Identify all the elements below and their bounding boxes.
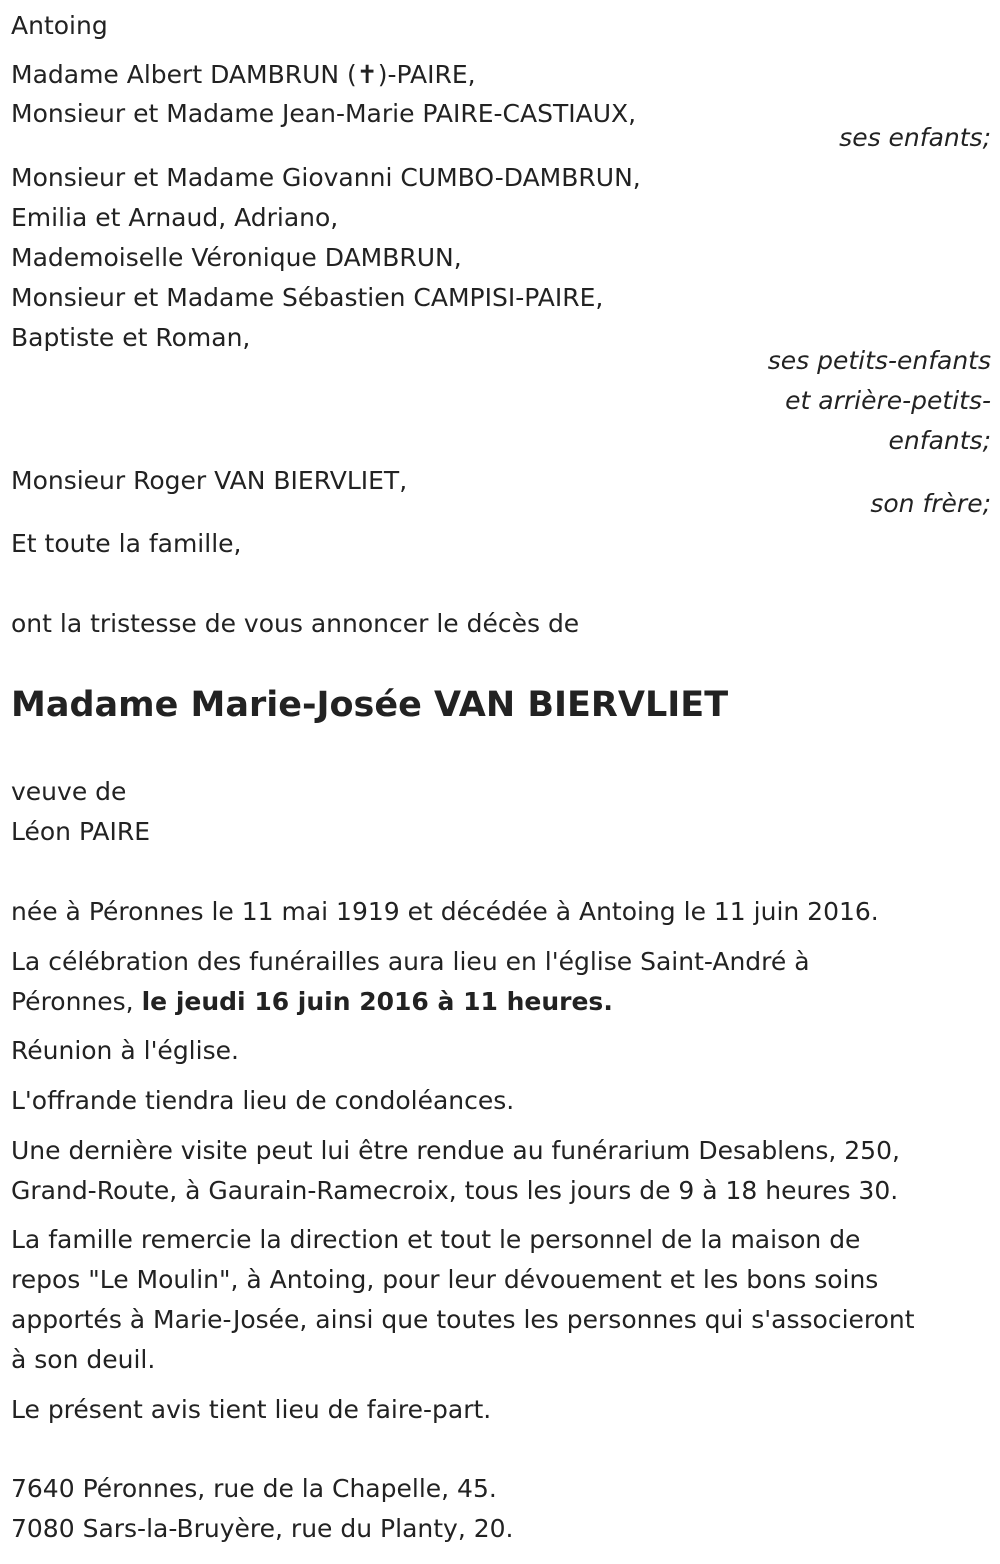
family-line: Emilia et Arnaud, Adriano, xyxy=(11,203,339,232)
thanks-line: à son deuil. xyxy=(11,1345,156,1374)
place-heading: Antoing xyxy=(11,11,108,40)
funeral-place: Péronnes, xyxy=(11,987,142,1016)
widow-of: veuve de xyxy=(11,777,127,806)
family-line: Et toute la famille, xyxy=(11,529,242,558)
funeral-date: le jeudi 16 juin 2016 à 11 heures. xyxy=(141,987,613,1016)
announcement: ont la tristesse de vous annoncer le décès de xyxy=(11,609,580,638)
thanks-line: repos "Le Moulin", à Antoing, pour leur dévouement et les bons soins xyxy=(11,1265,879,1294)
family-line: Monsieur et Madame Giovanni CUMBO-DAMBRUN, xyxy=(11,163,641,192)
notice-line: Le présent avis tient lieu de faire-part. xyxy=(11,1395,492,1424)
family-line: Monsieur et Madame Sébastien CAMPISI-PAIRE, xyxy=(11,283,604,312)
family-line: Madame Albert DAMBRUN (✝)-PAIRE, xyxy=(11,60,476,89)
family-line: Monsieur Roger VAN BIERVLIET, xyxy=(11,466,408,495)
visit-line: Une dernière visite peut lui être rendue au funérarium Desablens, 250, xyxy=(11,1136,900,1165)
deceased-name: Madame Marie-Josée VAN BIERVLIET xyxy=(11,685,729,725)
address-line: 7640 Péronnes, rue de la Chapelle, 45. xyxy=(11,1474,497,1503)
funeral-line: La célébration des funérailles aura lieu en l'église Saint-André à xyxy=(11,947,810,976)
family-line: Monsieur et Madame Jean-Marie PAIRE-CASTIAUX, xyxy=(11,99,637,128)
birth-death-line: née à Péronnes le 11 mai 1919 et décédée à Antoing le 11 juin 2016. xyxy=(11,897,879,926)
family-line: Mademoiselle Véronique DAMBRUN, xyxy=(11,243,462,272)
funeral-line xyxy=(11,982,613,1022)
relation-grandchildren: ses petits-enfants xyxy=(767,346,991,375)
meeting-line: Réunion à l'église. xyxy=(11,1036,239,1065)
address-line: 7080 Sars-la-Bruyère, rue du Planty, 20. xyxy=(11,1514,514,1543)
relation-brother: son frère; xyxy=(870,489,991,518)
relation-grandchildren: enfants; xyxy=(888,426,991,455)
thanks-line: apportés à Marie-Josée, ainsi que toutes les personnes qui s'associeront xyxy=(11,1305,915,1334)
offering-line: L'offrande tiendra lieu de condoléances. xyxy=(11,1086,515,1115)
thanks-line: La famille remercie la direction et tout le personnel de la maison de xyxy=(11,1225,861,1254)
visit-line: Grand-Route, à Gaurain-Ramecroix, tous les jours de 9 à 18 heures 30. xyxy=(11,1176,899,1205)
relation-grandchildren: et arrière-petits- xyxy=(785,386,991,415)
family-line: Baptiste et Roman, xyxy=(11,323,251,352)
relation-children: ses enfants; xyxy=(839,123,991,152)
spouse-name: Léon PAIRE xyxy=(11,817,151,846)
